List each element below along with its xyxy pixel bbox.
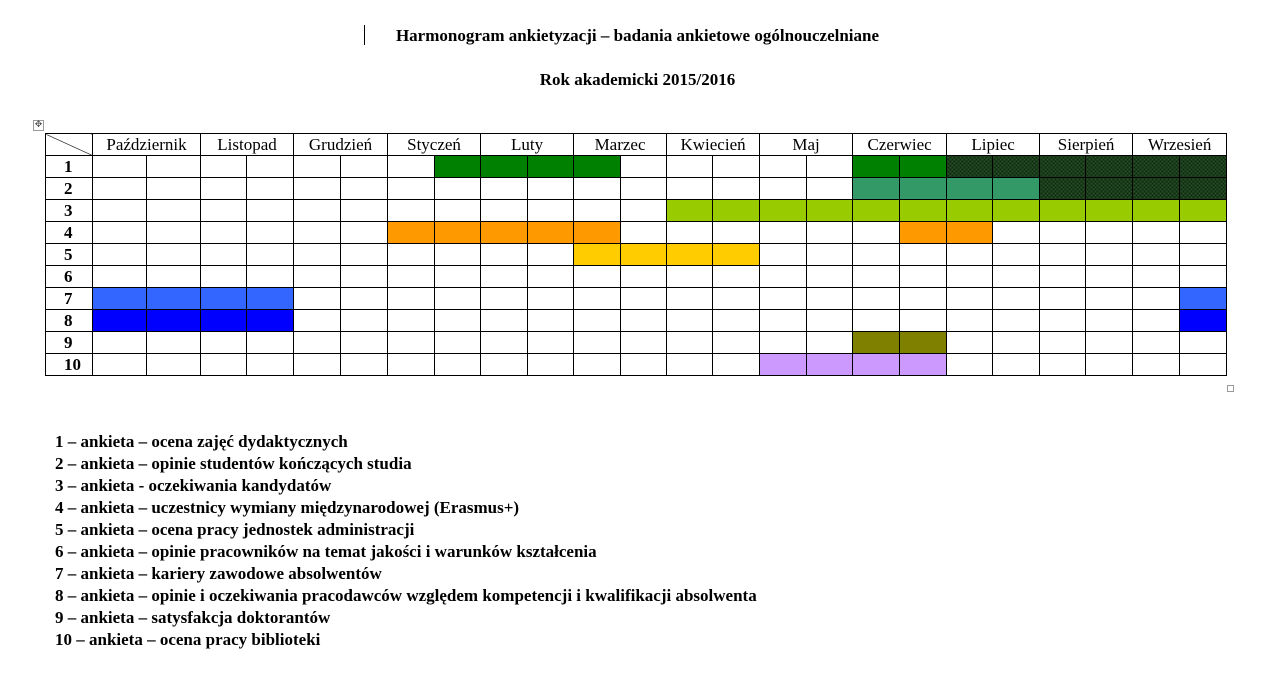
schedule-cell (341, 156, 388, 178)
schedule-cell (388, 354, 435, 376)
schedule-cell (713, 354, 760, 376)
table-row (46, 178, 1227, 200)
schedule-cell (435, 354, 481, 376)
schedule-cell-filled (435, 156, 481, 178)
table-row (46, 310, 1227, 332)
schedule-cell (760, 244, 807, 266)
schedule-cell (247, 200, 294, 222)
schedule-cell (147, 156, 201, 178)
table-row (46, 222, 1227, 244)
schedule-cell-filled (993, 178, 1040, 200)
month-header: Marzec (574, 134, 667, 156)
table-move-handle-icon[interactable]: ✥ (34, 120, 43, 130)
schedule-cell (481, 244, 528, 266)
schedule-cell (1133, 266, 1180, 288)
schedule-cell (807, 310, 853, 332)
schedule-cell (93, 200, 147, 222)
schedule-cell (341, 222, 388, 244)
schedule-cell (1040, 354, 1086, 376)
schedule-cell (93, 156, 147, 178)
schedule-cell (993, 244, 1040, 266)
schedule-cell (341, 200, 388, 222)
month-header-row (46, 134, 1227, 156)
schedule-cell (93, 266, 147, 288)
schedule-cell (760, 178, 807, 200)
schedule-cell (1040, 222, 1086, 244)
schedule-cell-filled (900, 200, 947, 222)
corner-cell (46, 134, 93, 156)
schedule-cell (201, 200, 247, 222)
schedule-cell (1086, 266, 1133, 288)
schedule-cell-filled (481, 222, 528, 244)
schedule-cell (294, 288, 341, 310)
schedule-cell (341, 310, 388, 332)
schedule-cell (294, 222, 341, 244)
schedule-cell (93, 244, 147, 266)
schedule-cell-filled (947, 200, 993, 222)
schedule-cell (93, 332, 147, 354)
schedule-cell-filled (1040, 200, 1086, 222)
schedule-cell (435, 178, 481, 200)
schedule-cell (201, 332, 247, 354)
schedule-cell (294, 244, 341, 266)
schedule-cell (388, 200, 435, 222)
table-row (46, 156, 1227, 178)
schedule-cell-filled (760, 200, 807, 222)
schedule-cell-filled (147, 288, 201, 310)
schedule-cell-filled (147, 310, 201, 332)
schedule-cell-filled (1180, 288, 1227, 310)
month-header: Sierpień (1040, 134, 1133, 156)
month-header: Styczeń (388, 134, 481, 156)
schedule-cell (1086, 288, 1133, 310)
schedule-cell (147, 244, 201, 266)
schedule-cell (247, 244, 294, 266)
schedule-cell (993, 266, 1040, 288)
schedule-cell (294, 178, 341, 200)
schedule-cell-filled (993, 156, 1040, 178)
schedule-cell-filled (435, 222, 481, 244)
schedule-cell (1180, 244, 1227, 266)
schedule-cell (807, 266, 853, 288)
schedule-cell (1040, 332, 1086, 354)
schedule-cell-filled (1133, 178, 1180, 200)
schedule-cell-filled (1040, 178, 1086, 200)
schedule-cell (621, 222, 667, 244)
schedule-cell (294, 156, 341, 178)
schedule-cell-filled (93, 310, 147, 332)
schedule-cell-filled (574, 244, 621, 266)
schedule-cell (947, 332, 993, 354)
schedule-cell-filled (667, 200, 713, 222)
row-number: 7 (46, 288, 93, 310)
month-header: Lipiec (947, 134, 1040, 156)
schedule-cell (481, 332, 528, 354)
schedule-cell-filled (853, 178, 900, 200)
schedule-cell (528, 310, 574, 332)
schedule-cell-filled (853, 354, 900, 376)
schedule-cell-filled (947, 156, 993, 178)
schedule-cell-filled (853, 332, 900, 354)
schedule-cell (1180, 354, 1227, 376)
schedule-cell (1040, 288, 1086, 310)
schedule-cell-filled (93, 288, 147, 310)
schedule-cell-filled (1180, 310, 1227, 332)
legend-item: 3 – ankieta - oczekiwania kandydatów (55, 476, 332, 495)
schedule-cell (667, 310, 713, 332)
schedule-cell (247, 332, 294, 354)
schedule-cell-filled (528, 222, 574, 244)
legend-item: 6 – ankieta – opinie pracowników na temat jakości i warunków kształcenia (55, 542, 597, 561)
schedule-cell (900, 244, 947, 266)
schedule-cell (528, 200, 574, 222)
schedule-cell (993, 354, 1040, 376)
schedule-cell-filled (1086, 156, 1133, 178)
schedule-cell (667, 288, 713, 310)
month-header: Wrzesień (1133, 134, 1227, 156)
schedule-cell-filled (853, 200, 900, 222)
schedule-cell (807, 332, 853, 354)
schedule-cell (713, 222, 760, 244)
schedule-cell (574, 332, 621, 354)
schedule-table (45, 133, 1227, 376)
schedule-cell (294, 332, 341, 354)
month-header: Luty (481, 134, 574, 156)
schedule-cell (201, 178, 247, 200)
schedule-cell-filled (1040, 156, 1086, 178)
schedule-cell (341, 332, 388, 354)
schedule-cell (1133, 310, 1180, 332)
schedule-cell (341, 178, 388, 200)
schedule-cell (947, 310, 993, 332)
schedule-cell (621, 266, 667, 288)
row-number: 1 (46, 156, 93, 178)
schedule-cell-filled (201, 310, 247, 332)
legend-item: 10 – ankieta – ocena pracy biblioteki (55, 630, 321, 649)
schedule-cell (341, 266, 388, 288)
row-number: 8 (46, 310, 93, 332)
legend-item: 1 – ankieta – ocena zajęć dydaktycznych (55, 432, 348, 451)
legend-item: 4 – ankieta – uczestnicy wymiany międzynarodowej (Erasmus+) (55, 498, 520, 517)
schedule-cell (621, 178, 667, 200)
schedule-cell (574, 288, 621, 310)
schedule-cell (247, 222, 294, 244)
schedule-cell (993, 288, 1040, 310)
schedule-cell-filled (993, 200, 1040, 222)
schedule-cell-filled (760, 354, 807, 376)
schedule-cell (93, 354, 147, 376)
row-number: 9 (46, 332, 93, 354)
schedule-cell (388, 266, 435, 288)
schedule-cell (1133, 244, 1180, 266)
schedule-cell (853, 310, 900, 332)
schedule-cell (713, 288, 760, 310)
schedule-cell (1133, 354, 1180, 376)
month-header: Kwiecień (667, 134, 760, 156)
schedule-cell (1133, 288, 1180, 310)
schedule-cell (201, 156, 247, 178)
schedule-cell-filled (574, 222, 621, 244)
schedule-cell (947, 354, 993, 376)
schedule-cell (201, 222, 247, 244)
schedule-cell (93, 222, 147, 244)
schedule-cell-filled (667, 244, 713, 266)
schedule-cell-filled (713, 200, 760, 222)
schedule-cell (807, 288, 853, 310)
schedule-cell (713, 178, 760, 200)
schedule-cell (621, 354, 667, 376)
schedule-cell (147, 200, 201, 222)
row-number: 3 (46, 200, 93, 222)
table-row (46, 244, 1227, 266)
schedule-cell (1040, 310, 1086, 332)
schedule-cell (713, 310, 760, 332)
document-title: Harmonogram ankietyzacji – badania ankietowe ogólnouczelniane (395, 26, 880, 45)
schedule-cell (528, 178, 574, 200)
schedule-cell (1086, 222, 1133, 244)
schedule-cell (713, 266, 760, 288)
month-header: Listopad (201, 134, 294, 156)
table-row (46, 200, 1227, 222)
schedule-cell (294, 266, 341, 288)
schedule-cell (341, 244, 388, 266)
schedule-cell (807, 244, 853, 266)
schedule-cell (993, 332, 1040, 354)
schedule-cell-filled (528, 156, 574, 178)
schedule-cell (667, 156, 713, 178)
schedule-cell (388, 332, 435, 354)
table-row (46, 266, 1227, 288)
schedule-cell (341, 354, 388, 376)
schedule-cell-filled (247, 288, 294, 310)
schedule-cell (667, 332, 713, 354)
schedule-cell (388, 310, 435, 332)
legend (55, 431, 757, 651)
schedule-cell-filled (853, 156, 900, 178)
schedule-cell (147, 222, 201, 244)
schedule-cell-filled (900, 332, 947, 354)
month-header: Maj (760, 134, 853, 156)
schedule-cell (481, 266, 528, 288)
schedule-cell (947, 244, 993, 266)
month-header: Czerwiec (853, 134, 947, 156)
schedule-cell (341, 288, 388, 310)
schedule-cell (1180, 266, 1227, 288)
schedule-cell (435, 332, 481, 354)
schedule-cell (201, 244, 247, 266)
schedule-cell (807, 222, 853, 244)
schedule-cell (1040, 244, 1086, 266)
schedule-cell (1180, 332, 1227, 354)
schedule-cell (294, 310, 341, 332)
schedule-cell-filled (388, 222, 435, 244)
schedule-cell-filled (1086, 178, 1133, 200)
schedule-cell (900, 310, 947, 332)
table-row (46, 354, 1227, 376)
schedule-cell (667, 222, 713, 244)
schedule-cell-filled (713, 244, 760, 266)
schedule-cell (1086, 310, 1133, 332)
schedule-cell-filled (621, 244, 667, 266)
schedule-cell (621, 156, 667, 178)
schedule-cell (1133, 332, 1180, 354)
schedule-cell (574, 178, 621, 200)
schedule-cell-filled (1180, 200, 1227, 222)
row-number: 5 (46, 244, 93, 266)
schedule-cell (713, 332, 760, 354)
schedule-cell (435, 200, 481, 222)
schedule-cell (760, 332, 807, 354)
schedule-cell (574, 310, 621, 332)
schedule-cell (760, 222, 807, 244)
schedule-cell (993, 310, 1040, 332)
schedule-cell (294, 354, 341, 376)
schedule-cell (388, 156, 435, 178)
schedule-cell (528, 244, 574, 266)
schedule-cell (435, 288, 481, 310)
schedule-cell (247, 156, 294, 178)
legend-item: 5 – ankieta – ocena pracy jednostek administracji (55, 520, 415, 539)
schedule-cell (760, 310, 807, 332)
schedule-cell (853, 244, 900, 266)
schedule-cell (853, 266, 900, 288)
schedule-cell (853, 288, 900, 310)
table-resize-handle[interactable] (1227, 385, 1234, 392)
schedule-cell (853, 222, 900, 244)
schedule-cell-filled (247, 310, 294, 332)
schedule-cell (481, 288, 528, 310)
legend-item: 9 – ankieta – satysfakcja doktorantów (55, 608, 331, 627)
schedule-cell (993, 222, 1040, 244)
schedule-cell (574, 200, 621, 222)
schedule-cell (528, 266, 574, 288)
row-number: 4 (46, 222, 93, 244)
legend-item: 7 – ankieta – kariery zawodowe absolwentów (55, 564, 382, 583)
schedule-cell (93, 178, 147, 200)
schedule-cell (574, 266, 621, 288)
schedule-cell (388, 178, 435, 200)
schedule-cell-filled (807, 200, 853, 222)
schedule-cell (528, 332, 574, 354)
schedule-cell-filled (1133, 156, 1180, 178)
schedule-cell (807, 156, 853, 178)
schedule-cell (247, 178, 294, 200)
schedule-cell (435, 266, 481, 288)
schedule-cell (760, 156, 807, 178)
schedule-cell-filled (574, 156, 621, 178)
schedule-cell (621, 332, 667, 354)
row-number: 10 (46, 354, 93, 376)
schedule-cell (147, 266, 201, 288)
schedule-cell (947, 266, 993, 288)
schedule-cell (900, 288, 947, 310)
schedule-cell (481, 178, 528, 200)
schedule-cell (621, 310, 667, 332)
schedule-cell (667, 178, 713, 200)
month-header: Grudzień (294, 134, 388, 156)
schedule-cell-filled (900, 222, 947, 244)
schedule-cell-filled (900, 156, 947, 178)
schedule-cell (294, 200, 341, 222)
document-subtitle: Rok akademicki 2015/2016 (539, 70, 736, 89)
schedule-cell (760, 266, 807, 288)
schedule-cell (481, 200, 528, 222)
schedule-cell (574, 354, 621, 376)
schedule-cell (947, 288, 993, 310)
schedule-cell (247, 354, 294, 376)
schedule-cell-filled (1180, 156, 1227, 178)
schedule-cell (388, 288, 435, 310)
schedule-cell (435, 244, 481, 266)
schedule-cell (667, 354, 713, 376)
legend-item: 8 – ankieta – opinie i oczekiwania pracodawców względem kompetencji i kwalifikacji absolwenta (55, 586, 757, 605)
schedule-cell (1133, 222, 1180, 244)
schedule-cell (713, 156, 760, 178)
schedule-cell-filled (900, 178, 947, 200)
table-row (46, 288, 1227, 310)
schedule-cell-filled (1133, 200, 1180, 222)
schedule-cell (201, 354, 247, 376)
schedule-cell (760, 288, 807, 310)
schedule-cell (1040, 266, 1086, 288)
legend-item: 2 – ankieta – opinie studentów kończących studia (55, 454, 412, 473)
schedule-cell-filled (1180, 178, 1227, 200)
schedule-cell (147, 178, 201, 200)
schedule-cell-filled (201, 288, 247, 310)
month-header: Październik (93, 134, 201, 156)
schedule-cell (667, 266, 713, 288)
schedule-cell (528, 288, 574, 310)
schedule-cell (481, 354, 528, 376)
schedule-cell-filled (807, 354, 853, 376)
schedule-cell (1086, 354, 1133, 376)
schedule-cell-filled (900, 354, 947, 376)
schedule-cell (621, 200, 667, 222)
schedule-cell (1086, 332, 1133, 354)
schedule-cell (807, 178, 853, 200)
table-row (46, 332, 1227, 354)
schedule-cell (481, 310, 528, 332)
schedule-cell (435, 310, 481, 332)
schedule-cell (1180, 222, 1227, 244)
schedule-cell (621, 288, 667, 310)
schedule-cell (900, 266, 947, 288)
schedule-cell (201, 266, 247, 288)
schedule-cell-filled (947, 178, 993, 200)
schedule-cell-filled (947, 222, 993, 244)
schedule-cell (528, 354, 574, 376)
schedule-cell (147, 354, 201, 376)
schedule-cell (1086, 244, 1133, 266)
schedule-cell (247, 266, 294, 288)
schedule-cell-filled (1086, 200, 1133, 222)
row-number: 2 (46, 178, 93, 200)
schedule-cell (388, 244, 435, 266)
row-number: 6 (46, 266, 93, 288)
schedule-cell-filled (481, 156, 528, 178)
schedule-cell (147, 332, 201, 354)
